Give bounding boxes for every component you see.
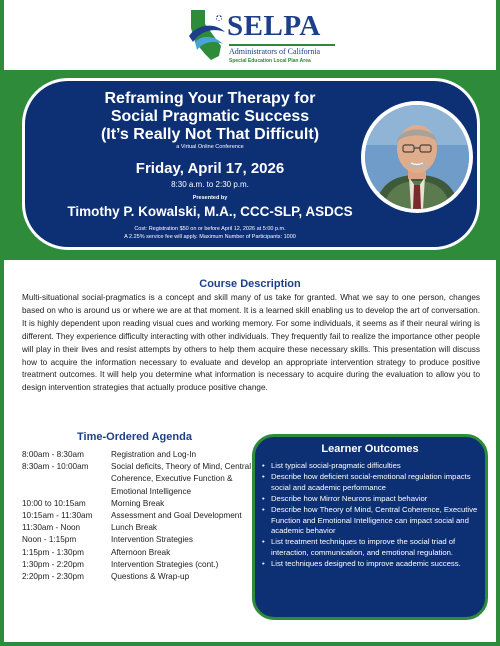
agenda-event: Lunch Break [111,523,157,533]
presenter-name: Timothy P. Kowalski, M.A., CCC-SLP, ASDCS [67,204,353,219]
outcome-item: • Describe how Mirror Neurons impact behavior [262,494,482,505]
agenda-event: Intervention Strategies [111,535,193,545]
logo-subtitle: Administrators of California [229,47,321,56]
event-date: Friday, April 17, 2026 [135,160,285,177]
event-subtitle: a Virtual Online Conference [176,144,244,150]
agenda-time: 11:30am - Noon [22,523,81,533]
agenda-time: Noon - 1:15pm [22,535,77,545]
cost-info: Cost: Registration $50 on or before April 12, 2026 at 5:00 p.m. A 2.25% service fee will apply. Maximum Number of Participants: 1000 [124,226,296,240]
presenter-photo [365,105,469,209]
selpa-logo [185,6,335,68]
agenda-row [22,461,252,498]
presented-by-label: Presented by [192,195,228,201]
agenda-event: Social deficits, Theory of Mind, Central Coherence, Executive Function & Emotional Intelligence [111,462,252,496]
agenda-row [22,522,252,534]
outcome-item: • List typical social-pragmatic difficulties [262,461,482,472]
agenda-time: 10:15am - 11:30am [22,511,93,521]
logo-title: SELPA [227,10,321,42]
agenda-time: 10:00 to 10:15am [22,498,86,508]
agenda-event: Questions & Wrap-up [111,572,190,582]
learner-outcomes-list [262,461,482,570]
agenda-event: Afternoon Break [111,547,171,557]
agenda-time: 8:00am - 8:30am [22,450,84,459]
agenda-time: 1:30pm - 2:20pm [22,559,84,569]
course-description-text: Multi-situational social-pragmatics is a concept and skill many of us take for granted. What we say to one person, changes based on who is around us or where we are at that moment. It is a learned skill enabling us to develop the art of conversation. It is highly dependent upon reading visual cues and working memory. For some individuals, it seems as if their neural wiring is different. They experience difficulty interacting with other individuals. They frequently fail to realize the importance other people will play in their lives and resist attempts by others to help them acquire these necessary skills. This presentation will discuss how to acquire the information necessary to evaluate and develop an appropriate intervention strategy to produce positive treatment outcomes. It will help you determine what information is necessary to acquire during the evaluation to allow you to design intervention strategies that actually produce positive change. [22,293,480,393]
agenda-time: 2:20pm - 2:30pm [22,572,84,582]
presenter-portrait-icon [365,105,469,209]
outcome-item: • List techniques designed to improve academic success. [262,559,482,570]
agenda-row [22,547,252,559]
agenda-heading: Time-Ordered Agenda [77,431,192,443]
agenda-table [22,449,252,583]
agenda-row [22,534,252,546]
agenda-event: Intervention Strategies (cont.) [111,559,219,569]
learner-outcomes-heading: Learner Outcomes [321,443,419,455]
agenda-row [22,559,252,571]
event-title: Reframing Your Therapy for Social Pragmatic Success (It’s Really Not That Difficult) [100,90,320,143]
outcome-item: • List treatment techniques to improve the social triad of interaction, communication, and emotional regulation. [262,537,482,559]
agenda-event: Registration and Log-In [111,450,197,459]
agenda-row [22,498,252,510]
event-time: 8:30 a.m. to 2:30 p.m. [171,180,249,189]
agenda-row [22,510,252,522]
california-map-icon [185,6,229,64]
logo-tagline: Special Education Local Plan Area [229,58,311,64]
agenda-row [22,449,252,461]
course-description-heading: Course Description [199,278,301,290]
agenda-event: Assessment and Goal Development [111,511,242,521]
agenda-row [22,571,252,583]
agenda-time: 1:15pm - 1:30pm [22,547,84,557]
agenda-time: 8:30am - 10:00am [22,462,89,472]
outcome-item: • Describe how deficient social-emotional regulation impacts social and academic performance [262,472,482,494]
logo-rule [229,44,335,46]
outcome-item: • Describe how Theory of Mind, Central Coherence, Executive Function and Emotional Intelligence can impact social and academic behavior [262,505,482,538]
agenda-event: Morning Break [111,498,165,508]
